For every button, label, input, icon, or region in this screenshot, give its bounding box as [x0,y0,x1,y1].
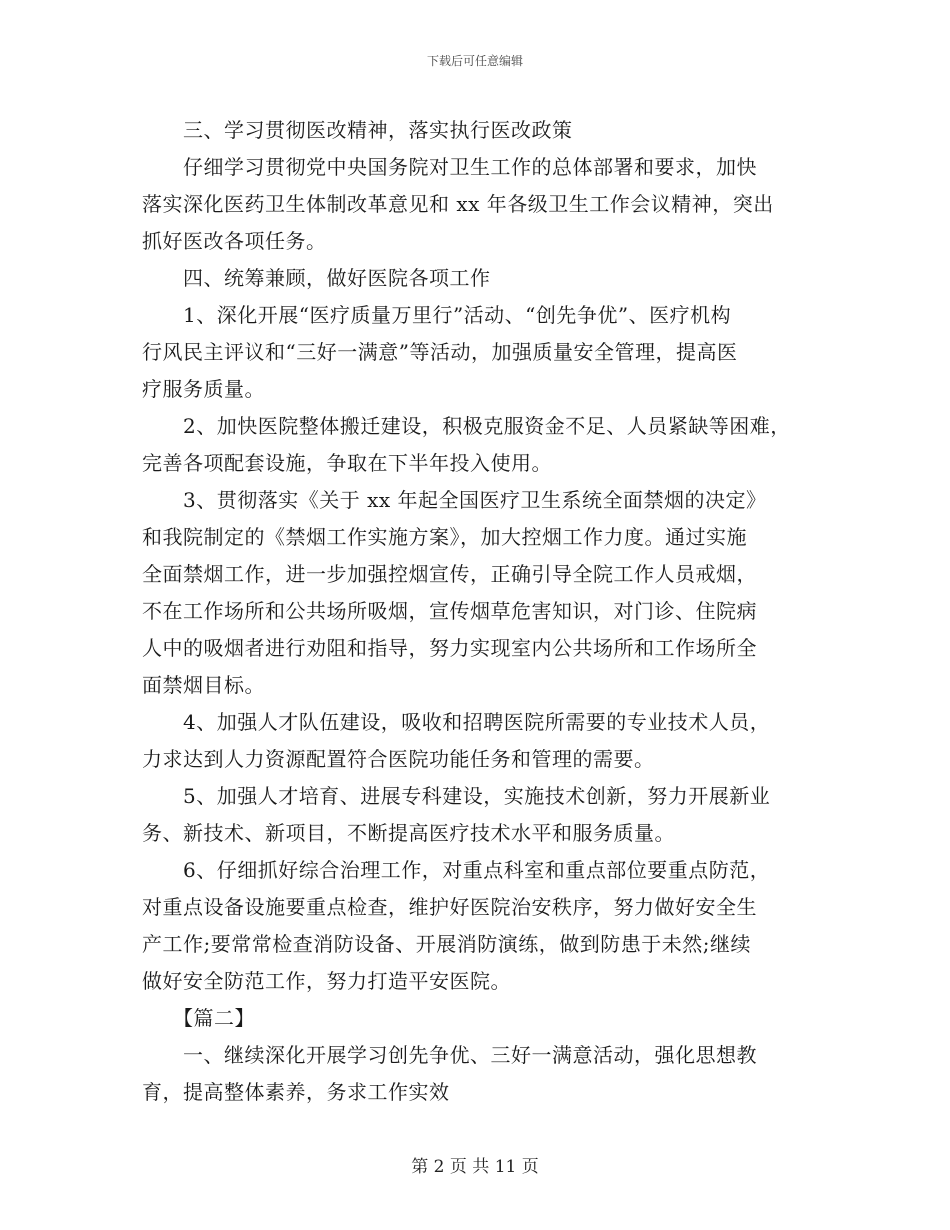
page-header: 下载后可任意编辑 [426,54,523,68]
text-line: 1、深化开展“医疗质量万里行”活动、“创先争优”、医疗机构 [142,303,732,327]
text-line: 不在工作场所和公共场所吸烟，宣传烟草危害知识，对门诊、住院病 [142,599,757,623]
text-line: 对重点设备设施要重点检查，维护好医院治安秩序，努力做好安全生 [142,895,757,919]
text-line: 全面禁烟工作，进一步加强控烟宣传，正确引导全院工作人员戒烟， [142,562,757,586]
text-line: 产工作;要常常检查消防设备、开展消防演练，做到防患于未然;继续 [142,932,751,956]
text-line: 6、仔细抓好综合治理工作，对重点科室和重点部位要重点防范， [142,858,771,882]
text-line: 和我院制定的《禁烟工作实施方案》，加大控烟工作力度。通过实施 [142,525,747,549]
text-line: 3、贯彻落实《关于 xx 年起全国医疗卫生系统全面禁烟的决定》 [142,488,767,512]
section-heading: 【篇二】 [142,1006,255,1030]
text-line: 2、加快医院整体搬迁建设，积极克服资金不足、人员紧缺等困难， [142,414,791,438]
text-line: 面禁烟目标。 [142,673,265,697]
text-line: 落实深化医药卫生体制改革意见和 xx 年各级卫生工作会议精神，突出 [142,192,774,216]
text-line: 一、继续深化开展学习创先争优、三好一满意活动，强化思想教 [142,1043,757,1067]
document-body [142,112,822,1111]
page-number-footer: 第 2 页 共 11 页 [411,1157,539,1177]
text-line: 务、新技术、新项目，不断提高医疗技术水平和服务质量。 [142,821,675,845]
text-line: 抓好医改各项任务。 [142,229,327,253]
text-line: 行风民主评议和“三好一满意”等活动，加强质量安全管理，提高医 [142,340,738,364]
text-line: 仔细学习贯彻党中央国务院对卫生工作的总体部署和要求，加快 [142,155,757,179]
text-line: 力求达到人力资源配置符合医院功能任务和管理的需要。 [142,747,655,771]
text-line: 育，提高整体素养，务求工作实效 [142,1080,450,1104]
text-line: 4、加强人才队伍建设，吸收和招聘医院所需要的专业技术人员， [142,710,771,734]
text-line: 四、统筹兼顾，做好医院各项工作 [142,266,491,290]
text-line: 疗服务质量。 [142,377,265,401]
text-line: 5、加强人才培育、进展专科建设，实施技术创新，努力开展新业 [142,784,771,808]
text-line: 完善各项配套设施，争取在下半年投入使用。 [142,451,552,475]
text-line: 三、学习贯彻医改精神，落实执行医改政策 [142,118,573,142]
text-line: 人中的吸烟者进行劝阻和指导，努力实现室内公共场所和工作场所全 [142,636,757,660]
text-line: 做好安全防范工作，努力打造平安医院。 [142,969,511,993]
